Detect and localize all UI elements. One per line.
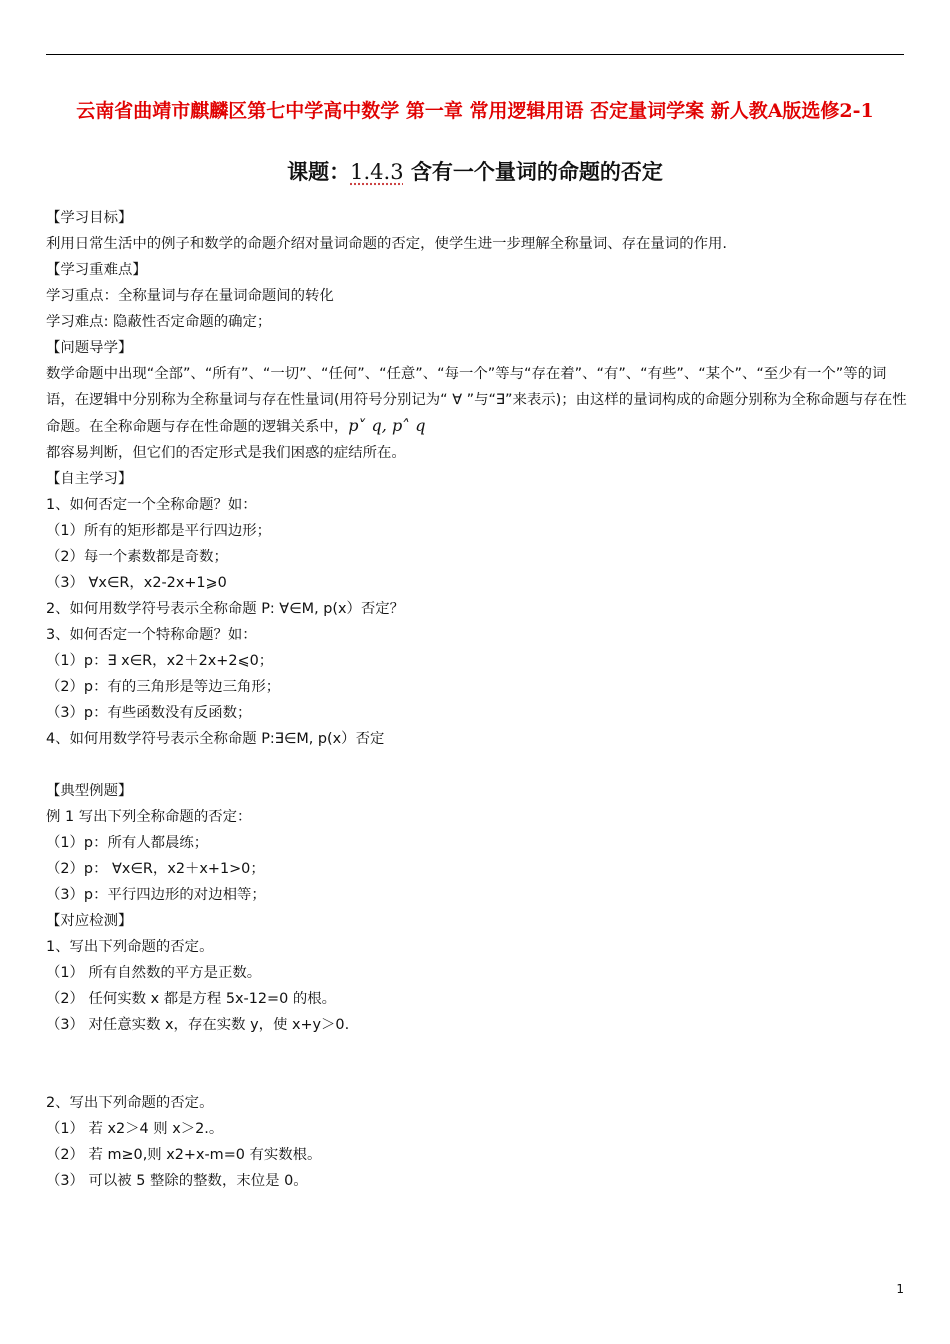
guide-text-2: 都容易判断，但它们的否定形式是我们困惑的症结所在。 — [46, 445, 406, 461]
lesson-prefix: 课题： — [287, 159, 351, 184]
list-item: （1）p：所有人都晨练； — [46, 835, 209, 851]
list-item: 4、如何用数学符号表示全称命题 P:∃∈M, p(x）否定 — [46, 731, 385, 747]
list-item: 例 1 写出下列全称命题的否定： — [46, 809, 252, 825]
section-heading-key: 【学习重难点】 — [46, 262, 147, 278]
list-item: （1）所有的矩形都是平行四边形； — [46, 523, 272, 539]
guide-paragraph — [46, 361, 908, 466]
list-item: 1、写出下列命题的否定。 — [46, 939, 214, 955]
difficult-point: 学习难点: 隐蔽性否定命题的确定； — [46, 314, 272, 330]
list-item: （1） 所有自然数的平方是正数。 — [46, 965, 262, 981]
lesson-name: 含有一个量词的命题的否定 — [403, 159, 663, 184]
document-title: 云南省曲靖市麒麟区第七中学高中数学 第一章 常用逻辑用语 否定量词学案 新人教A版选修2-1 — [76, 100, 874, 122]
document-body — [46, 205, 908, 1194]
list-item: （1）p：∃ x∈R，x2＋2x+2⩽0； — [46, 653, 274, 669]
list-item: （2） 若 m≥0,则 x2+x-m=0 有实数根。 — [46, 1147, 322, 1163]
key-point: 学习重点：全称量词与存在量词命题间的转化 — [46, 288, 334, 304]
section-heading-example: 【典型例题】 — [46, 783, 133, 799]
self-study-list — [46, 492, 908, 752]
lesson-title — [48, 157, 902, 187]
section-heading-guide: 【问题导学】 — [46, 340, 133, 356]
list-item: （3）p：平行四边形的对边相等； — [46, 887, 266, 903]
spacer — [46, 1038, 908, 1064]
list-item: （1） 若 x2＞4 则 x＞2.。 — [46, 1121, 224, 1137]
list-item: （3） 对任意实数 x，存在实数 y，使 x+y＞0. — [46, 1017, 350, 1033]
section-heading-check: 【对应检测】 — [46, 913, 133, 929]
list-item: 1、如何否定一个全称命题？如： — [46, 497, 257, 513]
guide-math: p˅ q, p˄ q — [348, 416, 426, 435]
section-heading-goal: 【学习目标】 — [46, 210, 133, 226]
list-item: （2）p：有的三角形是等边三角形； — [46, 679, 281, 695]
list-item: （2）每一个素数都是奇数； — [46, 549, 228, 565]
check-list-1 — [46, 934, 908, 1038]
goal-text: 利用日常生活中的例子和数学的命题介绍对量词命题的否定，使学生进一步理解全称量词、存在量词的作用. — [46, 236, 727, 252]
section-heading-self: 【自主学习】 — [46, 471, 133, 487]
list-item: （3）p：有些函数没有反函数； — [46, 705, 252, 721]
example-list — [46, 804, 908, 908]
list-item: 2、写出下列命题的否定。 — [46, 1095, 214, 1111]
spacer — [46, 752, 908, 778]
check-list-2 — [46, 1090, 908, 1194]
list-item: 2、如何用数学符号表示全称命题 P: ∀∈M, p(x）否定？ — [46, 601, 405, 617]
spacer — [46, 1064, 908, 1090]
list-item: （3） 可以被 5 整除的整数，末位是 0。 — [46, 1173, 308, 1189]
list-item: （2） 任何实数 x 都是方程 5x-12=0 的根。 — [46, 991, 337, 1007]
page-number: 1 — [896, 1282, 904, 1296]
guide-text-1: 数学命题中出现“全部”、“所有”、“一切”、“任何”、“任意”、“每一个”等与“存在着”、“有”、“有些”、“某个”、“至少有一个”等的词语，在逻辑中分别称为全称量词与存在性量词(用符号分别记为“ ∀ ”与“∃”来表示)；由这样的量词构成的命题分别称为全称命题与存在性命题。在全称命题与存在性命题的逻辑关系中， — [46, 366, 907, 435]
header-rule — [46, 54, 904, 55]
list-item: （2）p： ∀x∈R，x2＋x+1>0； — [46, 861, 265, 877]
lesson-number: 1.4.3 — [350, 160, 404, 184]
list-item: 3、如何否定一个特称命题？如： — [46, 627, 257, 643]
list-item: （3） ∀x∈R，x2-2x+1⩾0 — [46, 575, 227, 591]
